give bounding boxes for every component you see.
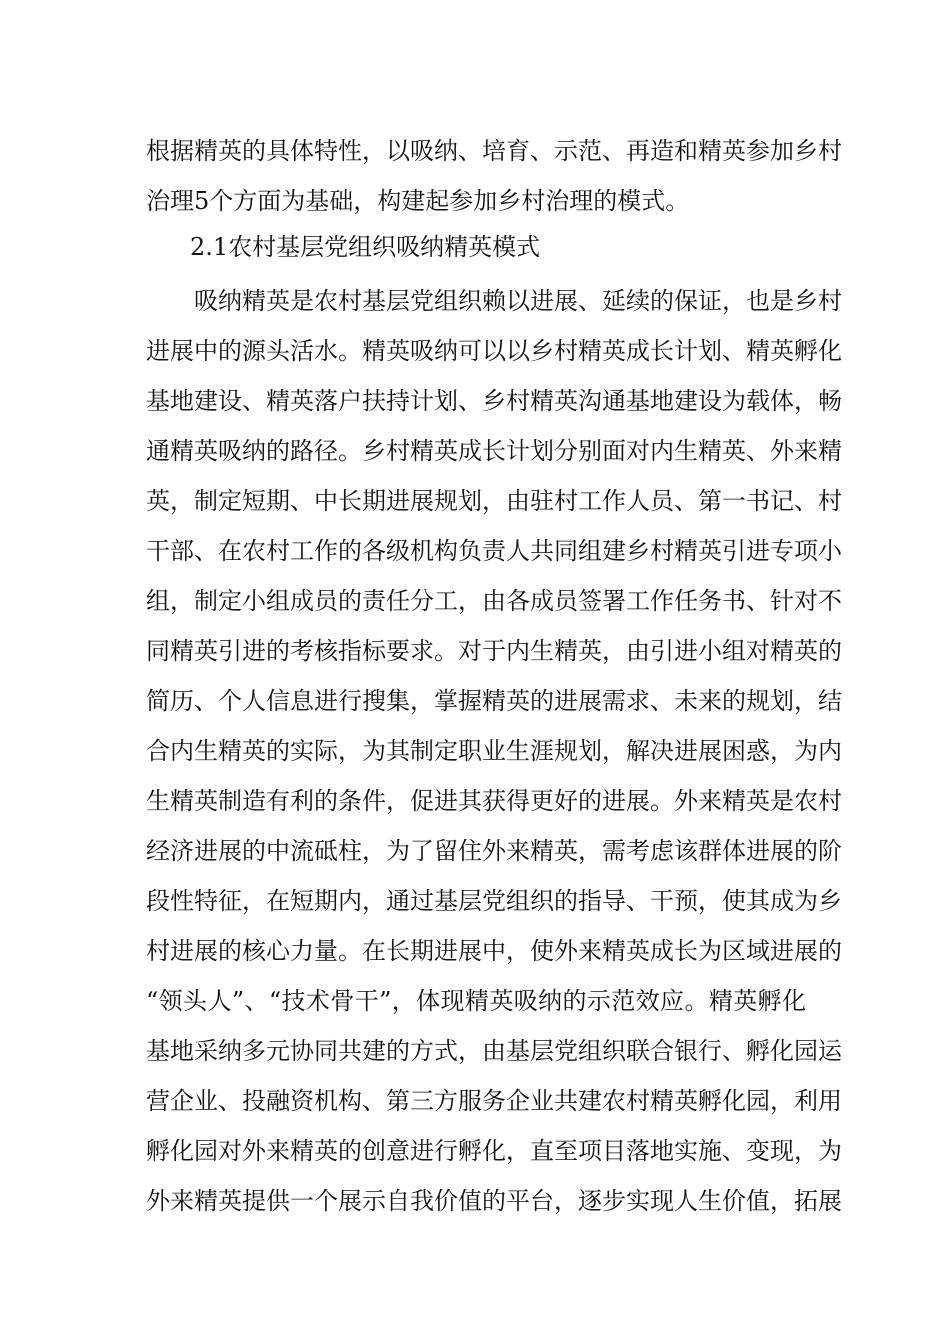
body-line: “领头人”、“技术骨干”，体现精英吸纳的示范效应。精英孵化 <box>146 987 806 1015</box>
body-line: 生精英制造有利的条件，促进其获得更好的进展。外来精英是农村 <box>146 787 842 815</box>
body-line: 吸纳精英是农村基层党组织赖以进展、延续的保证，也是乡村 <box>146 287 842 315</box>
body-line: 段性特征，在短期内，通过基层党组织的指导、干预，使其成为乡 <box>146 887 842 915</box>
body-line: 合内生精英的实际，为其制定职业生涯规划，解决进展困惑，为内 <box>146 737 842 765</box>
body-line: 简历、个人信息进行搜集，掌握精英的进展需求、未来的规划，结 <box>146 687 842 715</box>
body-line: 基地采纳多元协同共建的方式，由基层党组织联合银行、孵化园运 <box>146 1037 842 1065</box>
body-line: 经济进展的中流砥柱，为了留住外来精英，需考虑该群体进展的阶 <box>146 837 842 865</box>
intro-paragraph <box>146 126 842 226</box>
body-line: 同精英引进的考核指标要求。对于内生精英，由引进小组对精英的 <box>146 637 842 665</box>
body-line: 村进展的核心力量。在长期进展中，使外来精英成长为区域进展的 <box>146 937 842 965</box>
body-line: 进展中的源头活水。精英吸纳可以以乡村精英成长计划、精英孵化 <box>146 337 842 365</box>
body-line: 营企业、投融资机构、第三方服务企业共建农村精英孵化园，利用 <box>146 1087 842 1115</box>
body-paragraph <box>146 276 842 1226</box>
body-line: 孵化园对外来精英的创意进行孵化，直至项目落地实施、变现，为 <box>146 1137 842 1165</box>
body-line: 组，制定小组成员的责任分工，由各成员签署工作任务书、针对不 <box>146 587 842 615</box>
section-heading: 2.1农村基层党组织吸纳精英模式 <box>190 233 541 261</box>
body-line: 通精英吸纳的路径。乡村精英成长计划分别面对内生精英、外来精 <box>146 437 842 465</box>
body-line: 基地建设、精英落户扶持计划、乡村精英沟通基地建设为载体，畅 <box>146 387 842 415</box>
body-line: 干部、在农村工作的各级机构负责人共同组建乡村精英引进专项小 <box>146 537 842 565</box>
body-line: 外来精英提供一个展示自我价值的平台，逐步实现人生价值，拓展 <box>146 1187 842 1215</box>
intro-line: 根据精英的具体特性，以吸纳、培育、示范、再造和精英参加乡村 <box>146 137 842 165</box>
intro-line: 治理5个方面为基础，构建起参加乡村治理的模式。 <box>146 187 690 215</box>
body-line: 英，制定短期、中长期进展规划，由驻村工作人员、第一书记、村 <box>146 487 842 515</box>
